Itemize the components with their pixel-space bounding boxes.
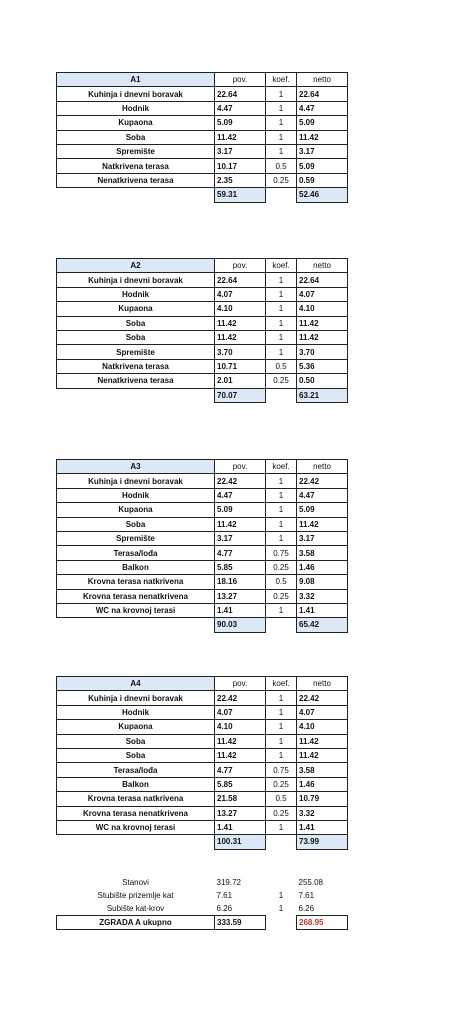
room-name: Kupaona (57, 503, 215, 517)
room-coefficient: 0.25 (266, 374, 297, 388)
room-area: 11.42 (215, 316, 266, 330)
room-name: Krovna terasa natkrivena (57, 575, 215, 589)
summary-row (57, 902, 348, 916)
room-area: 11.42 (215, 734, 266, 748)
table-row (57, 330, 348, 344)
building-summary-table (56, 876, 348, 930)
total-row (57, 618, 348, 632)
room-name: WC na krovnoj terasi (57, 820, 215, 834)
room-coefficient: 1 (266, 302, 297, 316)
room-area: 1.41 (215, 603, 266, 617)
room-coefficient: 1 (266, 130, 297, 144)
total-row (57, 835, 348, 849)
room-name: Kuhinja i dnevni boravak (57, 474, 215, 488)
table-row (57, 488, 348, 502)
room-net-area: 0.50 (297, 374, 348, 388)
room-area: 5.09 (215, 116, 266, 130)
room-name: Soba (57, 748, 215, 762)
total-net-area: 65.42 (297, 618, 348, 632)
room-name: Soba (57, 517, 215, 531)
room-area: 21.58 (215, 792, 266, 806)
summary-label: Stubište prizemlje kat (97, 891, 174, 900)
summary-net-area: 255.08 (298, 878, 323, 887)
room-net-area: 11.42 (297, 748, 348, 762)
room-area: 5.09 (215, 503, 266, 517)
room-net-area: 11.42 (297, 734, 348, 748)
apartment-label: A1 (57, 73, 215, 87)
room-coefficient: 1 (266, 330, 297, 344)
room-coefficient: 1 (266, 316, 297, 330)
col-header-koef: koef. (266, 460, 297, 474)
table-row (57, 531, 348, 545)
table-row (57, 820, 348, 834)
total-row (57, 388, 348, 402)
room-area: 3.70 (215, 345, 266, 359)
table-row (57, 159, 348, 173)
col-header-pov: pov. (215, 73, 266, 87)
total-net-area: 63.21 (297, 388, 348, 402)
room-net-area: 5.36 (297, 359, 348, 373)
room-name: Balkon (57, 777, 215, 791)
room-coefficient: 1 (266, 603, 297, 617)
summary-area: 6.26 (216, 904, 233, 913)
room-net-area: 1.46 (297, 777, 348, 791)
room-name: Natkrivena terasa (57, 159, 215, 173)
table-row (57, 792, 348, 806)
apartment-label: A4 (57, 677, 215, 691)
room-coefficient: 1 (266, 531, 297, 545)
col-header-netto: netto (297, 259, 348, 273)
room-net-area: 0.59 (297, 173, 348, 187)
room-net-area: 4.10 (297, 720, 348, 734)
table-row (57, 101, 348, 115)
summary-label: Subište kat-krov (106, 904, 165, 913)
room-net-area: 22.42 (297, 474, 348, 488)
col-header-netto: netto (297, 677, 348, 691)
room-area: 3.17 (215, 144, 266, 158)
room-coefficient: 1 (266, 101, 297, 115)
room-net-area: 3.70 (297, 345, 348, 359)
room-area: 22.64 (215, 273, 266, 287)
room-coefficient: 1 (266, 345, 297, 359)
room-area: 3.17 (215, 531, 266, 545)
col-header-koef: koef. (266, 259, 297, 273)
total-net-area: 52.46 (297, 188, 348, 202)
room-name: Nenatkrivena terasa (57, 173, 215, 187)
room-coefficient: 1 (266, 705, 297, 719)
room-area: 22.42 (215, 474, 266, 488)
room-coefficient: 1 (266, 691, 297, 705)
room-net-area: 5.09 (297, 159, 348, 173)
summary-row (57, 876, 348, 889)
room-coefficient: 0.5 (266, 359, 297, 373)
room-net-area: 3.17 (297, 144, 348, 158)
summary-row (57, 889, 348, 902)
room-coefficient: 1 (266, 474, 297, 488)
room-name: Hodnik (57, 705, 215, 719)
room-coefficient: 1 (266, 116, 297, 130)
room-coefficient: 0.25 (266, 560, 297, 574)
room-net-area: 9.08 (297, 575, 348, 589)
room-coefficient: 1 (266, 287, 297, 301)
room-net-area: 1.41 (297, 820, 348, 834)
room-coefficient: 1 (266, 820, 297, 834)
room-name: Krovna terasa nenatkrivena (57, 806, 215, 820)
room-name: Spremište (57, 531, 215, 545)
room-net-area: 22.64 (297, 273, 348, 287)
room-coefficient: 1 (266, 517, 297, 531)
room-coefficient: 1 (266, 503, 297, 517)
table-row (57, 777, 348, 791)
room-net-area: 11.42 (297, 330, 348, 344)
total-net-area: 73.99 (297, 835, 348, 849)
room-name: Soba (57, 734, 215, 748)
table-row (57, 546, 348, 560)
col-header-koef: koef. (266, 73, 297, 87)
room-area: 4.47 (215, 101, 266, 115)
table-row (57, 474, 348, 488)
room-net-area: 3.58 (297, 763, 348, 777)
room-net-area: 4.10 (297, 302, 348, 316)
building-total-row (57, 916, 348, 930)
room-area: 13.27 (215, 589, 266, 603)
room-name: Krovna terasa nenatkrivena (57, 589, 215, 603)
room-name: Spremište (57, 144, 215, 158)
table-row (57, 345, 348, 359)
table-header-row (57, 677, 348, 691)
table-row (57, 503, 348, 517)
room-area: 4.07 (215, 287, 266, 301)
room-coefficient: 0.5 (266, 575, 297, 589)
room-net-area: 11.42 (297, 316, 348, 330)
table-row (57, 575, 348, 589)
col-header-pov: pov. (215, 460, 266, 474)
room-area: 4.77 (215, 763, 266, 777)
building-total-label: ZGRADA A ukupno (57, 916, 215, 930)
room-area: 4.77 (215, 546, 266, 560)
table-header-row (57, 73, 348, 87)
table-row (57, 374, 348, 388)
room-name: Kuhinja i dnevni boravak (57, 273, 215, 287)
table-row (57, 720, 348, 734)
room-name: Natkrivena terasa (57, 359, 215, 373)
room-coefficient: 1 (266, 720, 297, 734)
room-area: 10.17 (215, 159, 266, 173)
room-area: 22.42 (215, 691, 266, 705)
room-net-area: 10.79 (297, 792, 348, 806)
table-row (57, 173, 348, 187)
room-name: Hodnik (57, 101, 215, 115)
table-row (57, 603, 348, 617)
summary-net-area: 7.61 (298, 891, 315, 900)
room-coefficient: 1 (266, 87, 297, 101)
summary-area: 319.72 (216, 878, 241, 887)
room-area: 4.47 (215, 488, 266, 502)
room-net-area: 4.47 (297, 488, 348, 502)
room-area: 4.10 (215, 720, 266, 734)
table-row (57, 763, 348, 777)
room-name: Kuhinja i dnevni boravak (57, 87, 215, 101)
apartment-label: A2 (57, 259, 215, 273)
room-name: Kuhinja i dnevni boravak (57, 691, 215, 705)
room-name: Nenatkrivena terasa (57, 374, 215, 388)
room-coefficient: 1 (266, 488, 297, 502)
room-area: 22.64 (215, 87, 266, 101)
room-name: Hodnik (57, 488, 215, 502)
room-net-area: 11.42 (297, 130, 348, 144)
table-row (57, 116, 348, 130)
room-name: Terasa/lođa (57, 546, 215, 560)
table-row (57, 130, 348, 144)
apartment-table-a1 (56, 72, 348, 203)
total-area: 59.31 (215, 188, 266, 202)
room-coefficient: 0.25 (266, 777, 297, 791)
total-area: 100.31 (215, 835, 266, 849)
total-area: 70.07 (215, 388, 266, 402)
room-name: Balkon (57, 560, 215, 574)
room-name: Kupaona (57, 116, 215, 130)
table-row (57, 748, 348, 762)
room-net-area: 4.07 (297, 287, 348, 301)
room-coefficient: 0.25 (266, 589, 297, 603)
room-name: Hodnik (57, 287, 215, 301)
room-net-area: 3.17 (297, 531, 348, 545)
room-area: 4.10 (215, 302, 266, 316)
apartment-table-a4 (56, 676, 348, 850)
room-coefficient: 0.25 (266, 173, 297, 187)
room-area: 2.35 (215, 173, 266, 187)
room-area: 11.42 (215, 130, 266, 144)
room-area: 11.42 (215, 748, 266, 762)
room-net-area: 11.42 (297, 517, 348, 531)
col-header-pov: pov. (215, 259, 266, 273)
building-total-net-area: 268.95 (297, 916, 348, 930)
room-net-area: 5.09 (297, 503, 348, 517)
col-header-netto: netto (297, 73, 348, 87)
room-name: WC na krovnoj terasi (57, 603, 215, 617)
total-area: 90.03 (215, 618, 266, 632)
room-name: Kupaona (57, 720, 215, 734)
summary-coefficient: 1 (278, 891, 284, 900)
room-net-area: 3.58 (297, 546, 348, 560)
room-area: 11.42 (215, 517, 266, 531)
table-row (57, 734, 348, 748)
room-name: Soba (57, 330, 215, 344)
room-name: Spremište (57, 345, 215, 359)
col-header-netto: netto (297, 460, 348, 474)
table-row (57, 359, 348, 373)
room-net-area: 4.07 (297, 705, 348, 719)
room-coefficient: 1 (266, 748, 297, 762)
room-name: Terasa/lođa (57, 763, 215, 777)
room-net-area: 4.47 (297, 101, 348, 115)
room-name: Krovna terasa natkrivena (57, 792, 215, 806)
table-row (57, 589, 348, 603)
room-area: 1.41 (215, 820, 266, 834)
table-row (57, 316, 348, 330)
summary-area: 7.61 (216, 891, 233, 900)
room-coefficient: 0.25 (266, 806, 297, 820)
table-row (57, 517, 348, 531)
summary-coefficient: 1 (278, 904, 284, 914)
room-area: 2.01 (215, 374, 266, 388)
room-net-area: 3.32 (297, 806, 348, 820)
apartment-label: A3 (57, 460, 215, 474)
col-header-pov: pov. (215, 677, 266, 691)
table-row (57, 806, 348, 820)
room-coefficient: 1 (266, 144, 297, 158)
room-area: 4.07 (215, 705, 266, 719)
table-row (57, 560, 348, 574)
room-area: 18.16 (215, 575, 266, 589)
room-net-area: 1.41 (297, 603, 348, 617)
room-area: 10.71 (215, 359, 266, 373)
room-coefficient: 0.5 (266, 792, 297, 806)
summary-coefficient (266, 876, 297, 889)
summary-net-area: 6.26 (298, 904, 315, 913)
room-area: 13.27 (215, 806, 266, 820)
table-row (57, 302, 348, 316)
room-net-area: 22.64 (297, 87, 348, 101)
table-row (57, 273, 348, 287)
apartment-table-a3 (56, 459, 348, 633)
room-net-area: 5.09 (297, 116, 348, 130)
col-header-koef: koef. (266, 677, 297, 691)
room-net-area: 22.42 (297, 691, 348, 705)
table-header-row (57, 259, 348, 273)
apartment-table-a2 (56, 258, 348, 403)
room-net-area: 1.46 (297, 560, 348, 574)
table-header-row (57, 460, 348, 474)
table-row (57, 691, 348, 705)
room-net-area: 3.32 (297, 589, 348, 603)
table-row (57, 87, 348, 101)
table-row (57, 144, 348, 158)
room-area: 5.85 (215, 560, 266, 574)
table-row (57, 287, 348, 301)
room-coefficient: 1 (266, 273, 297, 287)
room-coefficient: 0.75 (266, 763, 297, 777)
room-area: 11.42 (215, 330, 266, 344)
table-row (57, 705, 348, 719)
total-row (57, 188, 348, 202)
room-coefficient: 0.75 (266, 546, 297, 560)
building-total-area: 333.59 (215, 916, 266, 930)
room-name: Kupaona (57, 302, 215, 316)
summary-label: Stanovi (122, 878, 149, 887)
room-area: 5.85 (215, 777, 266, 791)
room-name: Soba (57, 316, 215, 330)
room-name: Soba (57, 130, 215, 144)
room-coefficient: 1 (266, 734, 297, 748)
room-coefficient: 0.5 (266, 159, 297, 173)
